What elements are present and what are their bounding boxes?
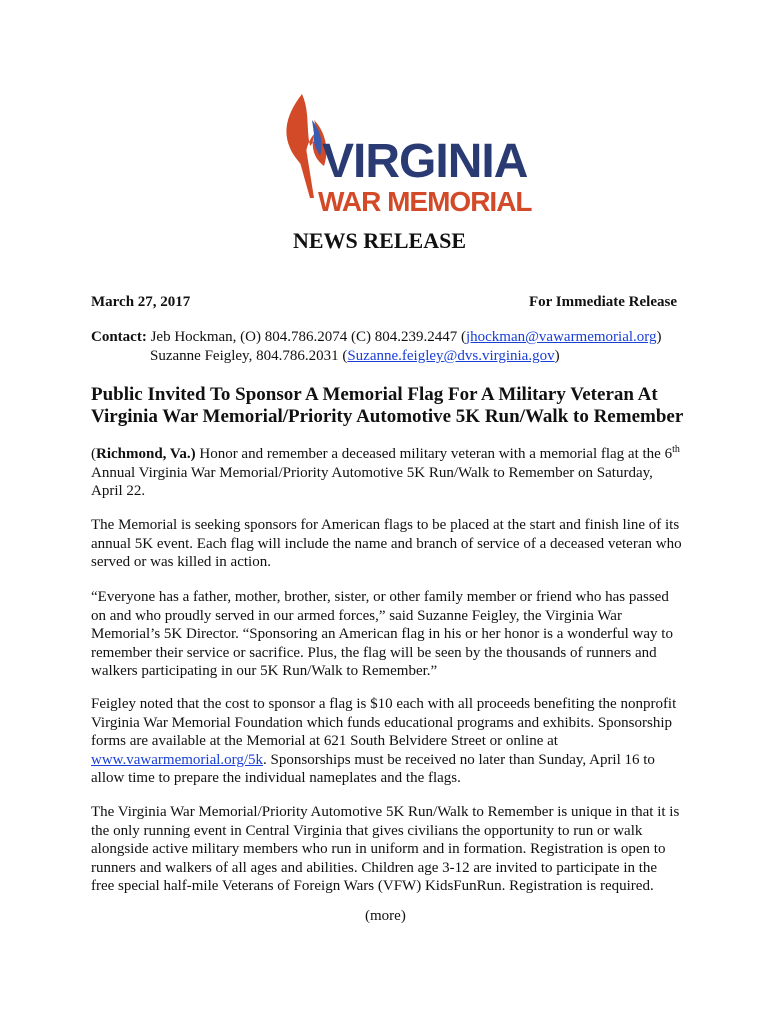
headline: Public Invited To Sponsor A Memorial Flag For A Military Veteran At Virginia War Memorial/Priority Automotive 5K Run/Walk to Remember: [91, 384, 684, 427]
contact-paren: ): [656, 329, 662, 345]
contact-block: [91, 328, 691, 366]
contact-label: Contact:: [91, 329, 147, 345]
p4-text-b: . Sponsorships must be received no later than Sunday, April 16 to allow time to prepare the individual nameplates and the flags.: [91, 751, 655, 786]
paragraph-3: “Everyone has a father, mother, brother, sister, or other family member or friend who has passed on and who proudly served in our armed forces,” said Suzanne Feigley, the Virginia War Memorial’s 5K Director. “Sponsoring an American flag in his or her honor is a wonderful way to remember their service or sacrifice. Plus, the flag will be seen by the thousands of runners and walkers participating in our 5K Run/Walk to Remember.”: [91, 589, 673, 679]
release-timing: For Immediate Release: [528, 294, 677, 310]
p1-text-a: Honor and remember a deceased military veteran with a memorial flag at the: [195, 446, 665, 462]
release-date: March 27, 2017: [91, 294, 191, 310]
email-link-feigley[interactable]: Suzanne.feigley@dvs.virginia.gov: [347, 348, 555, 364]
virginia-war-memorial-logo: [280, 90, 532, 240]
paragraph-5: The Virginia War Memorial/Priority Automotive 5K Run/Walk to Remember is unique in that it is the only running event in Central Virginia that gives civilians the opportunity to run or walk alongside active military members who run in uniform and in formation. Registration is open to runners and walkers of all ages and abilities. Children age 3-12 are invited to participate in the free special half-mile Veterans of Foreign Wars (VFW) KidsFunRun. Registration is required.: [91, 804, 680, 894]
date-line: [91, 293, 677, 312]
ordinal: 6: [664, 446, 673, 462]
p1-text-b: Annual Virginia War Memorial/Priority Automotive 5K Run/Walk to Remember on Saturday, April 22.: [91, 464, 653, 499]
contact-feigley: Suzanne Feigley, 804.786.2031 (: [150, 348, 348, 364]
contact-line-1: [91, 328, 691, 347]
sponsorship-link[interactable]: www.vawarmemorial.org/5k: [91, 751, 264, 768]
paren: (: [91, 446, 96, 462]
contact-hockman: Jeb Hockman, (O) 804.786.2074 (C) 804.239.2447 (: [150, 329, 466, 345]
more-indicator: (more): [365, 908, 406, 924]
contact-line-2: [91, 347, 691, 366]
contact-paren: ): [554, 348, 560, 364]
paragraph-1: [91, 445, 683, 501]
email-link-hockman[interactable]: jhockman@vawarmemorial.org: [465, 329, 657, 345]
news-release-heading: NEWS RELEASE: [293, 228, 467, 253]
paragraph-2: The Memorial is seeking sponsors for American flags to be placed at the start and finish line of its annual 5K event. Each flag will include the name and branch of service of a deceased veteran who served or was killed in action.: [91, 517, 682, 570]
p4-text-a: Feigley noted that the cost to sponsor a flag is $10 each with all proceeds benefiting the nonprofit Virginia War Memorial Foundation which funds educational programs and exhibits. Sponsorship forms are available at the Memorial at 621 South Belvidere Street or online at: [91, 696, 677, 749]
paragraph-4: [91, 695, 683, 788]
logo-line-war-memorial: WAR MEMORIAL: [318, 186, 532, 217]
dateline: Richmond, Va.): [96, 446, 196, 462]
ordinal-suffix: th: [672, 444, 680, 455]
logo-line-virginia: VIRGINIA: [322, 135, 528, 188]
